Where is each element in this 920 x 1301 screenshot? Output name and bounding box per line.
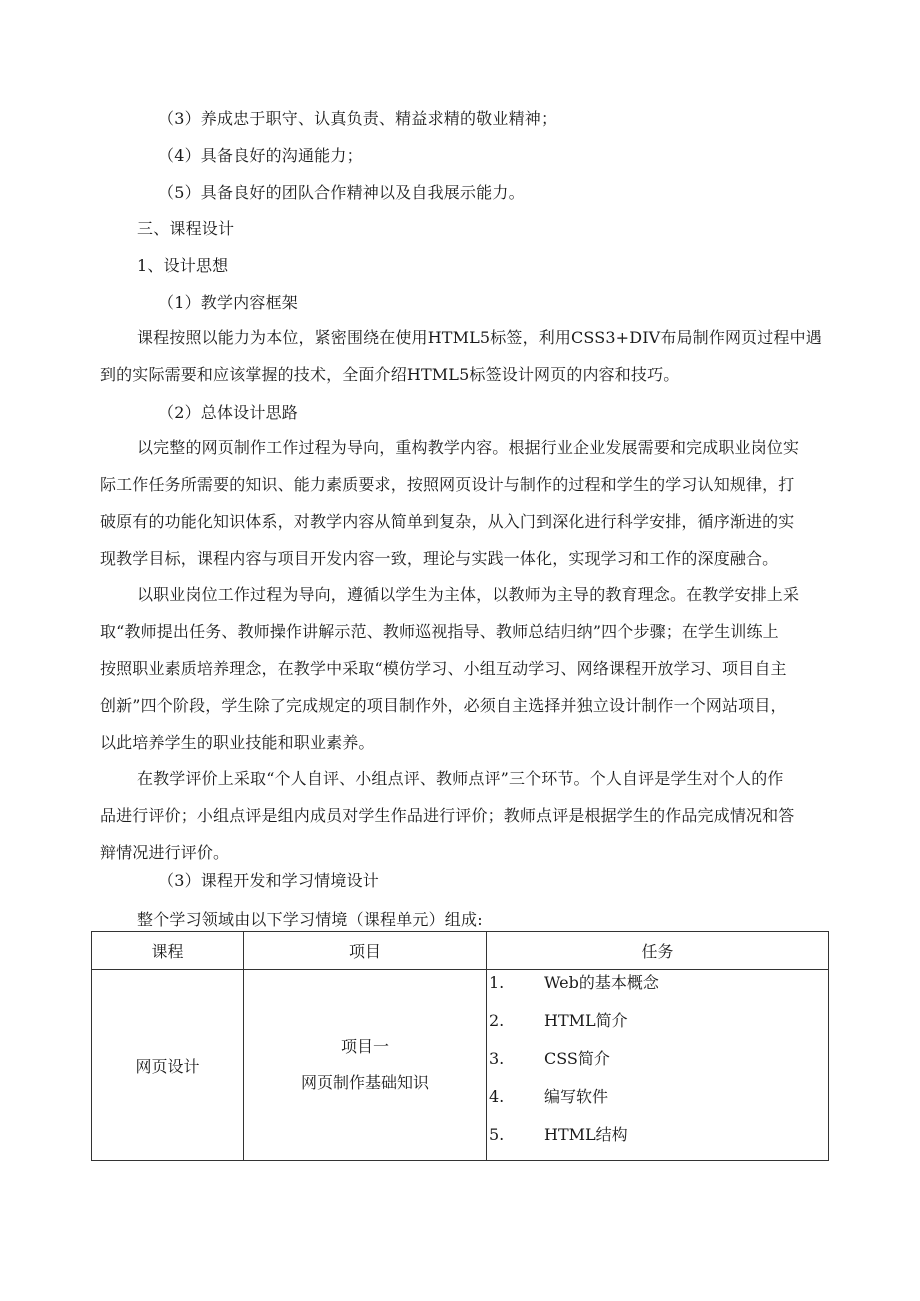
task-text: 编写软件	[544, 1087, 609, 1106]
task-number: 3.	[489, 1049, 505, 1068]
paragraph-line: 到的实际需要和应该掌握的技术，全面介绍HTML5标签设计网页的内容和技巧。	[100, 365, 680, 384]
heading-content-framework: （1）教学内容框架	[158, 293, 298, 312]
paragraph-line: 破原有的功能化知识体系，对教学内容从简单到复杂，从入门到深化进行科学安排，循序渐进的实	[100, 512, 795, 531]
table-header-row	[92, 932, 829, 970]
list-item	[487, 1122, 828, 1160]
task-number: 5.	[489, 1125, 505, 1144]
paragraph-evaluation	[100, 760, 828, 871]
paragraph-line: 按照职业素质培养理念，在教学中采取“模仿学习、小组互动学习、网络课程开放学习、项目自主	[100, 659, 787, 678]
task-list	[487, 970, 828, 1160]
list-item	[487, 970, 828, 1008]
paragraph-line: 际工作任务所需要的知识、能力素质要求，按照网页设计与制作的过程和学生的学习认知规律，打	[100, 475, 795, 494]
header-task: 任务	[487, 932, 829, 970]
paragraph-teaching-process	[100, 576, 828, 761]
project-number: 项目一	[340, 1037, 389, 1056]
paragraph-line: 以职业岗位工作过程为导向，遵循以学生为主体，以教师为主导的教育理念。在教学安排上采	[137, 585, 800, 604]
heading-course-development: （3）课程开发和学习情境设计	[158, 871, 379, 890]
project-name: 网页制作基础知识	[300, 1073, 429, 1092]
section-title: 三、课程设计	[137, 219, 235, 238]
table-intro: 整个学习领域由以下学习情境（课程单元）组成:	[137, 910, 483, 929]
list-item	[487, 1046, 828, 1084]
paragraph-line: 辩情况进行评价。	[100, 843, 230, 862]
project-cell	[244, 970, 487, 1161]
task-number: 2.	[489, 1011, 505, 1030]
paragraph-line: 创新”四个阶段，学生除了完成规定的项目制作外，必须自主选择并独立设计制作一个网站项目，	[100, 696, 787, 715]
task-number: 4.	[489, 1087, 505, 1106]
list-item: （5）具备良好的团队合作精神以及自我展示能力。	[158, 183, 525, 202]
course-table	[91, 931, 829, 1161]
paragraph-line: 以完整的网页制作工作过程为导向，重构教学内容。根据行业企业发展需要和完成职业岗位实	[137, 438, 800, 457]
task-text: Web的基本概念	[544, 973, 659, 992]
paragraph-line: 品进行评价；小组点评是组内成员对学生作品进行评价；教师点评是根据学生的作品完成情况和答	[100, 806, 795, 825]
list-item	[487, 1084, 828, 1122]
list-item	[487, 1008, 828, 1046]
table-row	[92, 970, 829, 1161]
header-project: 项目	[244, 932, 487, 970]
paragraph-content-framework	[100, 319, 828, 393]
paragraph-line: 课程按照以能力为本位，紧密围绕在使用HTML5标签，利用CSS3+DIV布局制作网页过程中遇	[137, 328, 822, 347]
paragraph-overall-design	[100, 429, 828, 577]
paragraph-line: 以此培养学生的职业技能和职业素养。	[100, 733, 375, 752]
task-text: HTML结构	[544, 1125, 628, 1144]
course-cell: 网页设计	[92, 970, 244, 1161]
list-item: （4）具备良好的沟通能力；	[158, 146, 363, 165]
paragraph-line: 在教学评价上采取“个人自评、小组点评、教师点评”三个环节。个人自评是学生对个人的作	[137, 769, 784, 788]
task-cell	[487, 970, 829, 1161]
task-text: HTML简介	[544, 1011, 628, 1030]
paragraph-line: 现教学目标，课程内容与项目开发内容一致，理论与实践一体化，实现学习和工作的深度融合。	[100, 549, 779, 568]
heading-overall-design: （2）总体设计思路	[158, 403, 298, 422]
paragraph-line: 取“教师提出任务、教师操作讲解示范、教师巡视指导、教师总结归纳”四个步骤；在学生训练上	[100, 622, 779, 641]
task-text: CSS简介	[544, 1049, 610, 1068]
subsection-title: 1、设计思想	[137, 256, 229, 275]
header-course: 课程	[92, 932, 244, 970]
task-number: 1.	[489, 973, 505, 992]
list-item: （3）养成忠于职守、认真负责、精益求精的敬业精神；	[158, 109, 558, 128]
